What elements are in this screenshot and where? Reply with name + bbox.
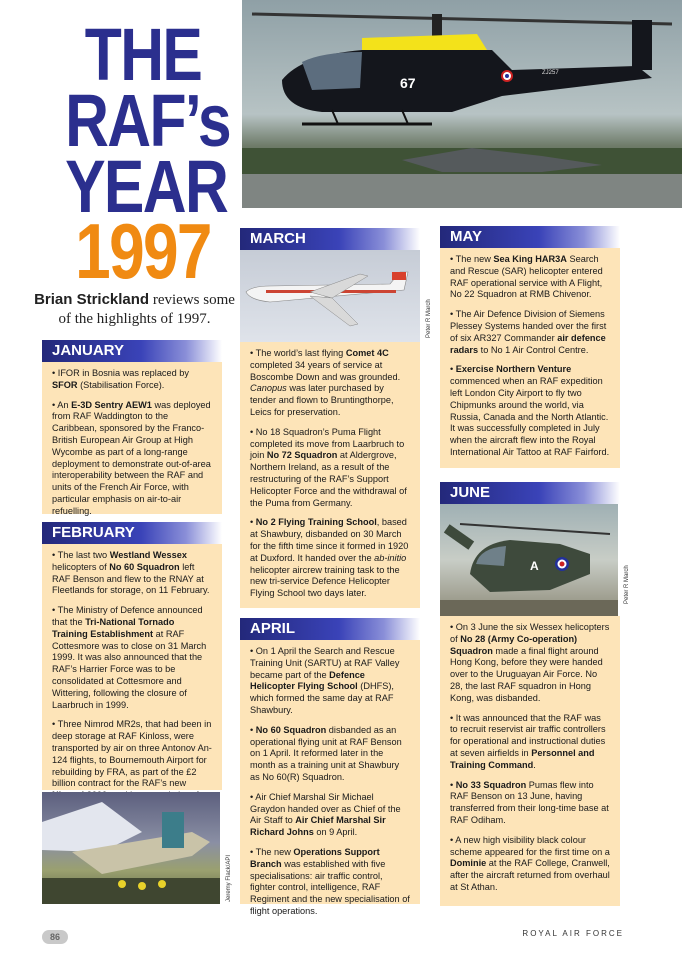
panel-january: [42, 362, 222, 514]
june-item: • No 33 Squadron Pumas flew into RAF Benson on 13 June, having transferred from their long-time base at RAF Odiham.: [450, 779, 609, 825]
magazine-name: ROYAL AIR FORCE: [522, 929, 624, 938]
june-item: • A new high visibility black colour scheme appeared for the first time on a Dominie at the RAF College, Cranwell, after the aircraft returned from overhaul at St Athan.: [450, 834, 610, 892]
april-item: • The new Operations Support Branch was established with five specialisations: air traffic control, fighter control, intelligence, RAF Regiment and the new specialisation of flight operations.: [250, 846, 410, 916]
helicopter-number: 67: [400, 75, 416, 91]
month-heading-may: MAY: [440, 226, 620, 248]
title-rafs: RAF’s: [65, 79, 230, 162]
wessex-photo: [440, 504, 630, 616]
photo-credit-march: Peter R March: [426, 299, 432, 338]
may-item: • The new Sea King HAR3A Search and Rescue (SAR) helicopter entered RAF operational service with A Flight, No 22 Squadron at RMB Chivenor.: [450, 254, 603, 300]
photo-credit-june: Peter R March: [624, 565, 630, 604]
byline-text: reviews some of the highlights of 1997.: [58, 292, 235, 327]
photo-credit-january: Jeremy Flack/API: [226, 854, 232, 902]
month-heading-june: JUNE: [440, 482, 620, 504]
month-heading-april: APRIL: [240, 618, 420, 640]
panel-may: [440, 248, 620, 468]
january-item: • IFOR in Bosnia was replaced by SFOR (Stabilisation Force).: [52, 368, 190, 390]
april-item: • Air Chief Marshal Sir Michael Graydon handed over as Chief of the Air Staff to Air Chief Marshal Sir Richard Johns on 9 April.: [250, 791, 401, 838]
byline-author: Brian Strickland: [34, 291, 150, 308]
month-heading-january: JANUARY: [42, 340, 222, 362]
helicopter-illustration: [242, 0, 682, 208]
march-item: • No 18 Squadron’s Puma Flight completed its move from Laarbruch to join No 72 Squadron at Aldergrove, Northern Ireland, as a result of the restructuring of the RAF’s Support Helicopter Force and the withdrawal of the Puma from Germany.: [250, 426, 407, 508]
byline: [32, 290, 237, 329]
title-the: THE: [84, 13, 202, 96]
nimrod-illustration: [42, 792, 220, 904]
nimrod-antonov-photo: [42, 792, 232, 904]
june-item: • On 3 June the six Wessex helicopters of No 28 (Army Co-operation) Squadron made a final flight around Hong Kong, before they were handed over to the Uruguayan Air Force. No 28, the last RAF squadron in Hong Kong, was disbanded.: [450, 622, 610, 703]
february-item: • Three Nimrod MR2s, that had been in deep storage at RAF Kinloss, were transported by air on three Antonov An-124 flights, to Bournemouth Airport for rebuilding by FRA, as part of the £2 billion contract for the RAF’s new: [52, 719, 212, 789]
page-number: 86: [42, 930, 68, 944]
june-item: • It was announced that the RAF was to recruit reservist air traffic controllers for operational and instructional duties at seven airfields in Personnel and Training Command.: [450, 712, 606, 770]
comet-illustration: [240, 250, 420, 342]
panel-april: [240, 640, 420, 916]
february-item: • The Ministry of Defence announced that the Tri-National Tornado Training Establishment at RAF Cottesmore was to close on 31 March 1999. It was also announced that the RAF’s Harrier Force was to be consolidated at Cottesmore and Wittering, following the closure of Laarbruch in 1999.: [52, 605, 207, 710]
wessex-illustration: [440, 504, 618, 616]
april-item: • No 60 Squadron disbanded as an operational flying unit at RAF Benson on 1 April. It reformed later in the month as a training unit at Shawbury as No 60(R) Squadron.: [250, 724, 402, 782]
may-item: • Exercise Northern Venture commenced when an RAF expedition left London City Airport to fly two Chipmunks around the world, via Russia, Canada and the North Atlantic. It was successfully completed in July when the aircraft flew into the Royal International Air Tattoo at RAF Fairford.: [450, 364, 610, 457]
title-year: YEAR: [65, 145, 228, 228]
january-item: • An E-3D Sentry AEW1 was deployed from RAF Waddington to the Caribbean, sponsored by the Franco-British European Air Group at High Wycombe as part of a long-range deployment to demonstrate out-of-area interoperability between the RAF and units of the French Air Force, with particular emphasis on air-to-air refuelling.: [52, 399, 211, 516]
wessex-letter: A: [530, 559, 539, 573]
month-heading-february: FEBRUARY: [42, 522, 222, 544]
march-item: • The world’s last flying Comet 4C completed 34 years of service at Boscombe Down and was grounded. Canopus was later purchased by tender and flown to Bruntingthorpe, Leics for preservation.: [250, 348, 401, 417]
helicopter-serial: ZJ257: [542, 70, 559, 76]
may-item: • The Air Defence Division of Siemens Plessey Systems handed over the first of six AR327 Commander air defence radars to No 1 Air Control Centre.: [450, 309, 607, 355]
march-item: • No 2 Flying Training School, based at Shawbury, disbanded on 30 March for the fifth time since it formed in 1920 at Duxford. It handed over the ab-initio helicopter aircrew training task to the new tri-service Defence Helicopter Flying School two days later.: [250, 517, 409, 599]
april-item: • On 1 April the Search and Rescue Training Unit (SARTU) at RAF Valley became part of the Defence Helicopter Flying School (DHFS), which formed the same day at RAF Shawbury.: [250, 646, 400, 715]
comet-photo: [240, 250, 432, 342]
month-heading-march: MARCH: [240, 228, 420, 250]
panel-february: [42, 544, 222, 790]
title-1997: 1997: [75, 207, 211, 295]
squirrel-helicopter-photo: [242, 0, 682, 208]
panel-march: [240, 342, 420, 608]
february-item: • The last two Westland Wessex helicopters of No 60 Squadron left RAF Benson and flew to the RNAY at Fleetlands for storage, on 11 February.: [52, 550, 210, 596]
panel-june: [440, 616, 620, 906]
